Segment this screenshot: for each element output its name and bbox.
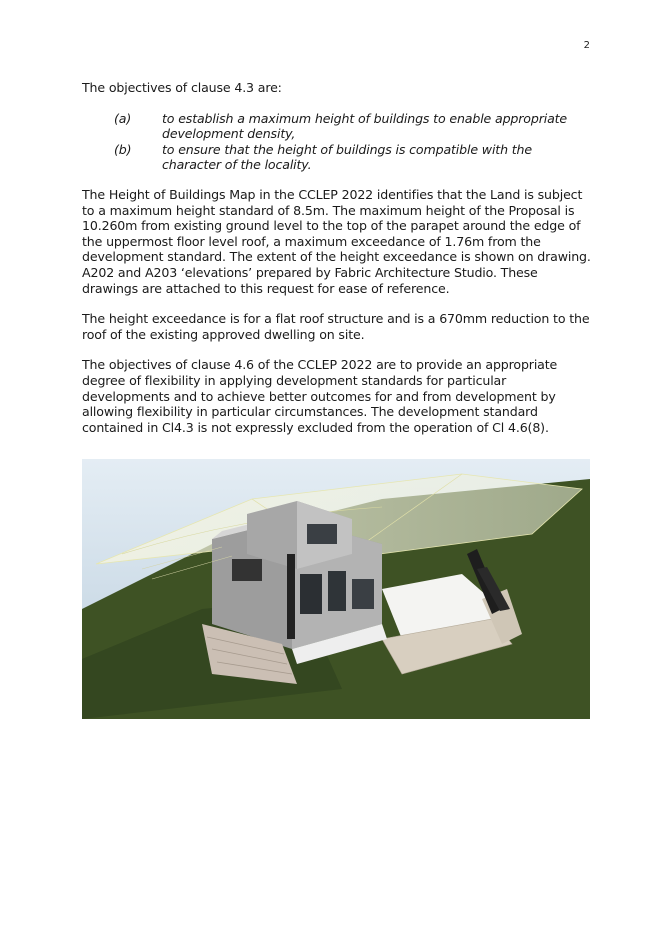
- list-marker: (a): [114, 110, 132, 126]
- intro-paragraph: The objectives of clause 4.3 are:: [82, 80, 282, 95]
- clause-4-6-paragraph: The objectives of clause 4.6 of the CCLEP 2022 are to provide an appropriate degree of flexibility in applying development standards for particular developments and to achieve better outcomes for and from development by allowing flexibility in particular circumstances. The development standard contained in Cl4.3 is not expressly excluded from the operation of Cl 4.6(8).: [82, 357, 558, 435]
- list-marker: (b): [114, 141, 132, 157]
- exceedance-paragraph: The height exceedance is for a flat roof structure and is a 670mm reduction to the roof of the existing approved dwelling on site.: [82, 311, 590, 342]
- list-item-text: to ensure that the height of buildings is compatible with the character of the locality.: [162, 141, 532, 173]
- page-number: 2: [583, 40, 590, 51]
- building-3d-render: [82, 459, 590, 719]
- height-map-paragraph: The Height of Buildings Map in the CCLEP 2022 identifies that the Land is subject to a maximum height standard of 8.5m. The maximum height of the Proposal is 10.260m from existing ground level to the top of the parapet around the edge of the uppermost floor level roof, a maximum exceedance of 1.76m from the development standard. The extent of the height exceedance is shown on drawing. A202 and A203 ‘elevations’ prepared by Fabric Architecture Studio. These drawings are attached to this request for ease of reference.: [82, 186, 591, 296]
- list-item: [82, 111, 592, 142]
- list-item-text: to establish a maximum height of buildings to enable appropriate development density,: [162, 110, 568, 142]
- render-illustration: [82, 459, 590, 719]
- document-body: [82, 80, 592, 450]
- objectives-list: [82, 111, 592, 173]
- list-item: [82, 142, 592, 173]
